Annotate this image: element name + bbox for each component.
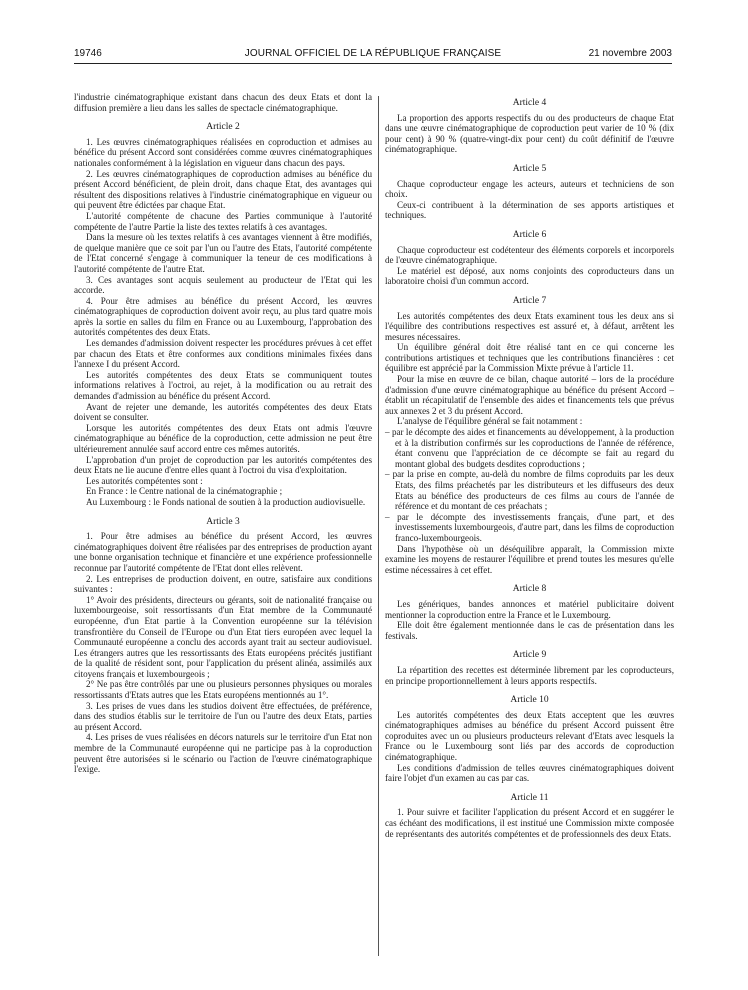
article-10-title: Article 10 [510,695,549,706]
paragraph: Elle doit être également mentionnée dans le cas de présentation dans les festivals. [385,620,674,641]
paragraph: Les autorités compétentes sont : [86,475,203,486]
list-item: – par la prise en compte, au-delà du nombre de films coproduits par les deux Etats, des films préachetés par les distributeurs et les diffuseurs des deux Etats au bénéfice des producteurs de ces films au cours de l'année de référence et du montant de ces préachats ; [385,469,674,511]
analysis-list [385,427,674,544]
article-4-title: Article 4 [512,98,547,108]
paragraph: 3. Ces avantages sont acquis seulement au producteur de l'Etat qui les accorde. [74,274,372,296]
paragraph: Avant de rejeter une demande, les autorités compétentes des deux Etats doivent se consulter. [74,401,372,423]
list-item: – par le décompte des aides et financements au développement, à la production et à la distribution confirmés sur les coproductions de l'année de référence, étant convenu que l'appréciation de ce décompte se fait au regard du montant global des budgets desdites coproductions ; [385,427,674,469]
paragraph: Au Luxembourg : le Fonds national de soutien à la production audiovisuelle. [86,496,366,507]
article-2-title: Article 2 [206,122,240,133]
paragraph: Les autorités compétentes des deux Etats acceptent que les œuvres cinématographiques admises au bénéfice du présent Accord puissent être coproduites avec un ou plusieurs producteurs relevant d'Etats avec lesquels la France ou le Luxembourg sont liés par des accords de coproduction cinématographique. [385,709,674,763]
paragraph: 2. Les œuvres cinématographiques de coproduction admises au bénéfice du présent Accord bénéficient, de plein droit, dans chaque Etat, des avantages qui résultent des dispositions relatives à l'industrie cinématographique en vigueur ou qui peuvent être édictées par chaque Etat. [74,168,372,211]
paragraph: Dans l'hypothèse où un déséquilibre apparaît, la Commission mixte examine les moyens de restaurer l'équilibre et prend toutes les mesures qu'elle estime nécessaires à cet effet. [385,543,674,575]
list-item: – par le décompte des investissements français, d'une part, et des investissements luxembourgeois, d'autre part, dans les films de coproduction franco-luxembourgeois. [385,512,674,544]
paragraph: 1. Les œuvres cinématographiques réalisées en coproduction et admises au bénéfice du présent Accord sont considérées comme œuvres cinématographiques nationales conformément à la législation en vigueur dans chacun des pays. [74,136,372,168]
paragraph: Dans la mesure où les textes relatifs à ces avantages viennent à être modifiés, de quelque manière que ce soit par l'un ou l'autre des Etats, l'autorité compétente de l'Etat concerné s'engage à communiquer la teneur de ces modifications à l'autorité compétente de l'autre Etat. [74,232,372,274]
article-8-title: Article 8 [512,584,547,595]
paragraph: Les génériques, bandes annonces et matériel publicitaire doivent mentionner la coproduction entre la France et le Luxembourg. [385,598,674,620]
header-rule [74,63,672,64]
paragraph: Les autorités compétentes des deux Etats se communiquent toutes informations relatives à l'octroi, au rejet, à la modification ou au retrait des demandes d'admission au bénéfice du présent Accord. [74,369,372,402]
paragraph: 3. Les prises de vues dans les studios doivent être effectuées, de préférence, dans des studios établis sur le territoire de l'un ou l'autre des deux Etats, parties au présent Accord. [74,700,372,732]
paragraph: Ceux-ci contribuent à la détermination de ses apports artistiques et techniques. [385,199,674,221]
running-header [74,48,672,62]
paragraph: 2. Les entreprises de production doivent, en outre, satisfaire aux conditions suivantes : [74,573,372,595]
left-column [74,92,372,775]
article-11-title: Article 11 [510,792,549,803]
paragraph: 4. Pour être admises au bénéfice du présent Accord, les œuvres cinématographiques de coproduction doivent avoir reçu, au plus tard quatre mois après la sortie en salles du film en France ou au Luxembourg, l'approbation des autorités compétentes des deux Etats. [74,295,372,338]
article-5-title: Article 5 [512,163,547,174]
intro-paragraph: l'industrie cinématographique existant dans chacun des deux Etats et dont la diffusion première a lieu dans les salles de spectacle cinématographique. [74,92,372,113]
paragraph: 1. Pour être admises au bénéfice du présent Accord, les œuvres cinématographiques doivent être réalisées par des entreprises de production ayant une bonne organisation technique et financière et une expérience professionnelle reconnue par l'autorité compétente de l'Etat dont elles relèvent. [74,531,372,573]
article-3-title: Article 3 [206,516,240,527]
paragraph: Les autorités compétentes des deux Etats examinent tous les deux ans si l'équilibre des contributions respectives est assuré et, à défaut, arrêtent les mesures nécessaires. [385,310,674,342]
paragraph: 2° Ne pas être contrôlés par une ou plusieurs personnes physiques ou morales ressortissants d'Etats autres que les Etats européens mentionnés au 1°. [74,679,372,701]
paragraph: Les conditions d'admission de telles œuvres cinématographiques doivent faire l'objet d'un examen au cas par cas. [385,762,674,784]
paragraph: Chaque coproducteur engage les acteurs, auteurs et techniciens de son choix. [385,178,674,200]
paragraph: 1. Pour suivre et faciliter l'application du présent Accord et en suggérer le cas échéant des modifications, il est institué une Commission mixte composée de représentants des autorités compétentes et de professionnels des deux Etats. [385,807,674,839]
issue-date: 21 novembre 2003 [588,48,672,59]
journal-title: JOURNAL OFFICIEL DE LA RÉPUBLIQUE FRANÇAISE [244,48,502,59]
right-column [385,92,674,839]
paragraph: Le matériel est déposé, aux noms conjoints des coproducteurs dans un laboratoire choisi d'un commun accord. [385,265,674,287]
paragraph: Chaque coproducteur est codétenteur des éléments corporels et incorporels de l'œuvre cinématographique. [385,244,674,266]
article-7-title: Article 7 [512,295,547,306]
paragraph: La répartition des recettes est déterminée librement par les coproducteurs, en principe proportionnellement à leurs apports respectifs. [385,664,674,686]
paragraph: L'approbation d'un projet de coproduction par les autorités compétentes des deux Etats ne lie aucune d'entre elles quant à l'octroi du visa d'exploitation. [74,454,372,476]
column-divider [378,96,379,956]
paragraph: La proportion des apports respectifs du ou des producteurs de chaque Etat dans une œuvre cinématographique de coproduction peut varier de 10 % (dix pour cent) à 90 % (quatre-vingt-dix pour cent) du coût définitif de l'œuvre cinématographique. [385,112,674,155]
article-6-title: Article 6 [512,229,547,240]
paragraph: 1° Avoir des présidents, directeurs ou gérants, soit de nationalité française ou luxembourgeoise, soit ressortissants d'un Etat membre de la Communauté européenne, d'un Etat partie à la Convention européenne sur la télévision transfrontière du Conseil de l'Europe ou d'un Etat tiers européen avec lequel la Communauté européenne a conclu des accords ayant trait au secteur audiovisuel. Les étrangers autres que les ressortissants des Etats européens précités justifiant de la qualité de résident sont, pour l'application du présent alinéa, assimilés aux citoyens français et luxembourgeois ; [74,594,372,679]
article-9-title: Article 9 [512,650,547,661]
paragraph: Les demandes d'admission doivent respecter les procédures prévues à cet effet par chacun des Etats et être conformes aux conditions minimales fixées dans l'annexe I du présent Accord. [74,338,372,370]
page-number: 19746 [74,48,102,59]
paragraph: 4. Les prises de vues réalisées en décors naturels sur le territoire d'un Etat non membre de la Communauté européenne qui ne participe pas à la coproduction peuvent être autorisées si le scénario ou l'action de l'œuvre cinématographique l'exige. [74,732,372,775]
paragraph: L'autorité compétente de chacune des Parties communique à l'autorité compétente de l'autre Partie la liste des textes relatifs à ces avantages. [74,210,372,232]
paragraph: En France : le Centre national de la cinématographie ; [86,486,283,497]
paragraph: L'analyse de l'équilibre général se fait notamment : [397,416,583,427]
paragraph: Un équilibre général doit être réalisé tant en ce qui concerne les contributions artistiques et techniques que les contributions financières : cet équilibre est apprécié par la Commission Mixte prévue à l'article 11. [385,342,674,374]
paragraph: Lorsque les autorités compétentes des deux Etats ont admis l'œuvre cinématographique au bénéfice de la coproduction, cette admission ne peut être ultérieurement annulée sauf accord entre ces mêmes autorités. [74,422,372,454]
paragraph: Pour la mise en œuvre de ce bilan, chaque autorité – lors de la procédure d'admission d'une œuvre cinématographique au bénéfice du présent Accord – établit un récapitulatif de l'ensemble des aides et financements tels que prévus aux annexes 2 et 3 du présent Accord. [385,374,674,416]
